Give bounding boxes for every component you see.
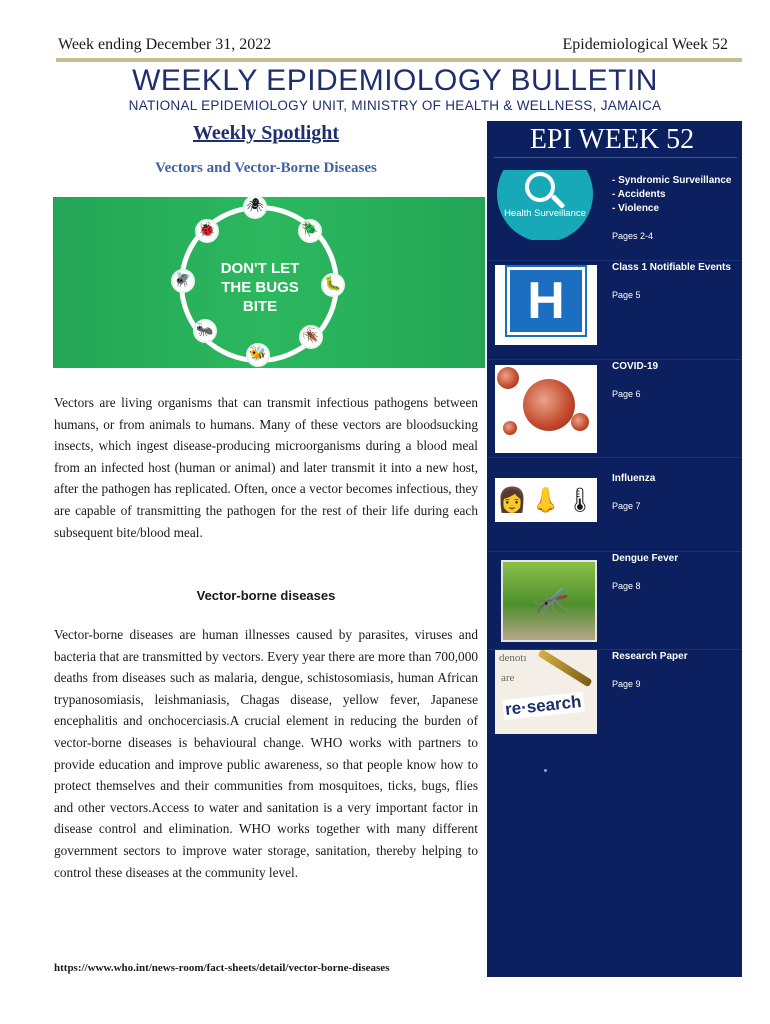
paragraph-vector-borne: Vector-borne diseases are human illnesses caused by parasites, viruses and bacteria that are transmitted by vectors. Every year there are more than 700,000 deaths from diseases such as malaria, dengue, schistosomiasis, human African trypanosomiasis, leishmaniasis, Chagas disease, yellow fever, Japanese encephalitis and onchocerciasis.A crucial element in reducing the burden of vector-borne diseases is behavioural change. WHO works with partners to provide education and improve public awareness, so that people know how to protect themselves and their communities from mosquitoes, ticks, bugs, flies and other vectors.Access to water and sanitation is a very important factor in disease control and elimination. WHO works together with many different government sectors to improve water storage, sanitation, thereby helping to control these diseases at the community level. (54, 627, 478, 880)
item-accidents: - Accidents (612, 189, 666, 200)
section-influenza-text (612, 472, 740, 513)
section-class1[interactable] (487, 260, 742, 359)
virus-icon (503, 421, 517, 435)
vector-borne-heading: Vector-borne diseases (196, 588, 336, 603)
virus-icon (571, 413, 589, 431)
page-ref: Page 9 (612, 679, 641, 689)
decorative-dot (544, 769, 547, 772)
epi-week-text: Epidemiological Week 52 (562, 36, 728, 53)
week-ending-text: Week ending December 31, 2022 (58, 36, 272, 53)
nose-icon: 👃 (530, 487, 561, 514)
surveillance-caption: Health Surveillance (504, 208, 586, 219)
beetle-icon: 🪲 (298, 219, 322, 243)
bulletin-subtitle: NATIONAL EPIDEMIOLOGY UNIT, MINISTRY OF HEALTH & WELLNESS, JAMAICA (128, 98, 662, 113)
page-ref: Page 7 (612, 501, 641, 511)
epi-week-heading: EPI WEEK 52 (529, 124, 695, 155)
header-line (58, 36, 728, 58)
research-image (495, 650, 597, 734)
section-class1-text (612, 261, 740, 302)
spotlight-subheading: Vectors and Vector-Borne Diseases (155, 160, 377, 176)
mosquito-image (501, 560, 597, 642)
page-ref: Page 6 (612, 389, 641, 399)
section-syndromic[interactable] (487, 165, 742, 260)
page-ref: Page 8 (612, 581, 641, 591)
ladybug-icon: 🐞 (195, 219, 219, 243)
hospital-image (495, 265, 597, 345)
hospital-icon: H (507, 267, 585, 335)
face-icon: 👩 (496, 487, 527, 514)
bugs-banner-image (53, 197, 485, 368)
section-dengue[interactable] (487, 551, 742, 649)
kissing-bug-icon: 🪳 (299, 325, 323, 349)
bug-icon: 🐛 (321, 273, 345, 297)
section-title: Dengue Fever (612, 553, 679, 564)
section-covid[interactable] (487, 359, 742, 457)
paragraph-vectors: Vectors are living organisms that can transmit infectious pathogens between humans, or from animals to humans. Many of these vectors are bloodsucking insects, which ingest disease-producing microorganisms during a blood meal from an infected host (human or animal) and later transmit it into a new host, after the pathogen has replicated. Often, once a vector becomes infectious, they are capable of transmitting the pathogen for the rest of their life during each subsequent bite/blood meal. (54, 395, 478, 540)
ant-icon: 🐜 (193, 319, 217, 343)
section-title: Class 1 Notifiable Events (612, 262, 731, 273)
health-surveillance-image (495, 170, 597, 240)
spotlight-heading: Weekly Spotlight (192, 122, 340, 144)
section-dengue-text (612, 552, 740, 593)
bulletin-title: WEEKLY EPIDEMIOLOGY BULLETIN (132, 64, 658, 97)
thermometer-icon: 🌡 (564, 487, 596, 514)
section-covid-text (612, 360, 740, 401)
contents-sidebar (487, 121, 742, 977)
page-ref: Pages 2-4 (612, 231, 654, 241)
mosquito-icon: 🦟 (533, 585, 571, 618)
source-link[interactable]: https://www.who.int/news-room/fact-sheets/detail/vector-borne-diseases (54, 962, 390, 974)
section-influenza[interactable] (487, 457, 742, 551)
banner-text: DON'T LET THE BUGS BITE (220, 260, 300, 315)
page-ref: Page 5 (612, 290, 641, 300)
research-word: re·search (502, 692, 584, 720)
influenza-image (495, 478, 597, 522)
text-fragment: are (501, 672, 515, 684)
virus-icon (523, 379, 575, 431)
sidebar-rule (494, 157, 737, 158)
item-violence: - Violence (612, 203, 660, 214)
virus-icon (497, 367, 519, 389)
bee-icon: 🐝 (246, 343, 270, 367)
tick-icon: 🕷 (243, 197, 267, 219)
text-fragment: denotı (499, 652, 527, 664)
section-title: Research Paper (612, 651, 688, 662)
pen-icon (537, 650, 592, 687)
covid-image (495, 365, 597, 453)
section-title: Influenza (612, 473, 656, 484)
section-research-text (612, 650, 740, 691)
section-title: COVID-19 (612, 361, 659, 372)
header-rule (56, 58, 742, 62)
section-syndromic-text (612, 174, 740, 243)
item-syndromic: - Syndromic Surveillance (612, 175, 732, 186)
section-research[interactable] (487, 649, 742, 751)
fly-icon: 🪰 (171, 269, 195, 293)
